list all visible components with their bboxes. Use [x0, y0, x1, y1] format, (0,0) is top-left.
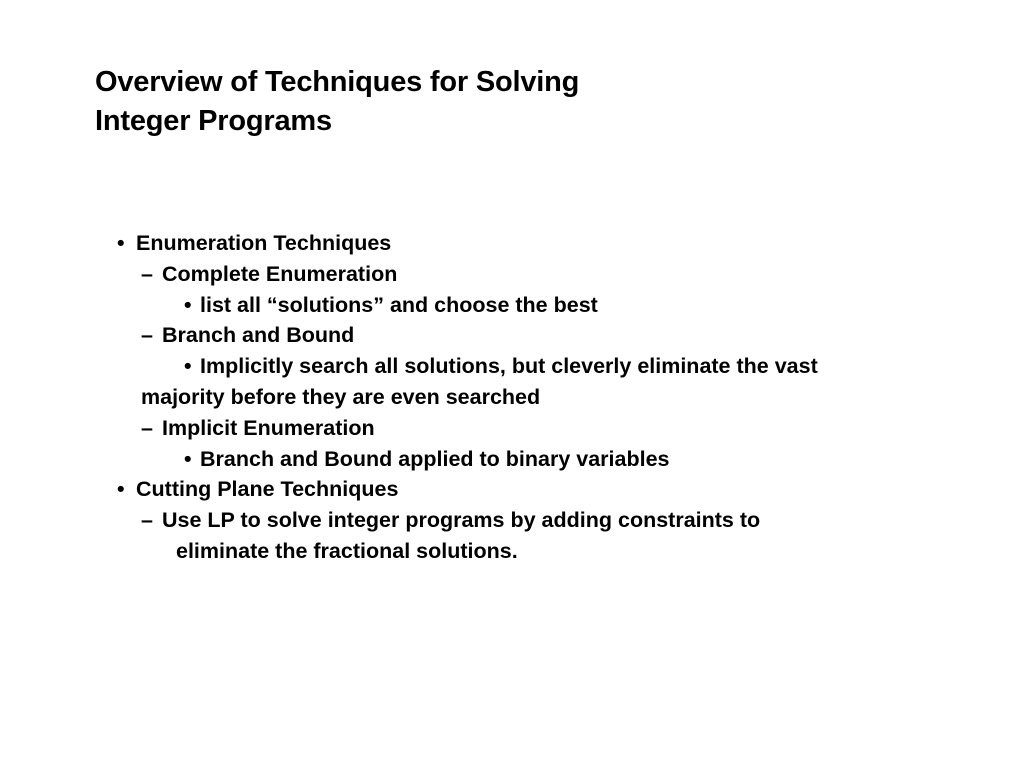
list-item-binary-variables: [0, 444, 1024, 475]
list-item-complete-enumeration: [0, 259, 1024, 290]
slide-body: [0, 228, 1024, 567]
bullet-marker: •: [184, 354, 192, 379]
list-item-use-lp: [0, 505, 1024, 536]
list-item-text: Branch and Bound applied to binary variables: [200, 446, 670, 471]
list-item-text: Complete Enumeration: [162, 261, 398, 286]
bullet-marker: •: [117, 477, 125, 502]
dash-marker: –: [141, 415, 153, 440]
list-item-enumeration-techniques: [0, 228, 1024, 259]
list-item-text: eliminate the fractional solutions.: [176, 538, 518, 563]
list-item-text: Cutting Plane Techniques: [136, 477, 399, 502]
list-item-text: Implicitly search all solutions, but cleverly eliminate the vast: [200, 354, 818, 379]
list-item-continuation: [0, 536, 1024, 567]
list-item-text: list all “solutions” and choose the best: [200, 292, 598, 317]
slide-title-line-1: Overview of Techniques for Solving: [95, 66, 580, 98]
bullet-marker: •: [184, 446, 192, 471]
slide-title: [95, 63, 915, 141]
list-item-cutting-plane-techniques: [0, 474, 1024, 505]
slide-title-line-2: Integer Programs: [95, 105, 332, 137]
list-item-branch-and-bound: [0, 320, 1024, 351]
list-item-text: Enumeration Techniques: [136, 231, 392, 255]
bullet-marker: •: [117, 231, 125, 255]
list-item-implicit-enumeration: [0, 413, 1024, 444]
dash-marker: –: [141, 261, 153, 286]
list-item-list-all-solutions: [0, 290, 1024, 321]
bullet-marker: •: [184, 292, 192, 317]
dash-marker: –: [141, 323, 153, 348]
list-item-text: Branch and Bound: [162, 323, 355, 348]
list-item-text: Use LP to solve integer programs by adding constraints to: [162, 508, 761, 533]
dash-marker: –: [141, 508, 153, 533]
list-item-text: majority before they are even searched: [141, 384, 541, 409]
list-item-continuation: [0, 382, 1024, 413]
list-item-text: Implicit Enumeration: [162, 415, 375, 440]
list-item-implicitly-search: [0, 351, 1024, 382]
